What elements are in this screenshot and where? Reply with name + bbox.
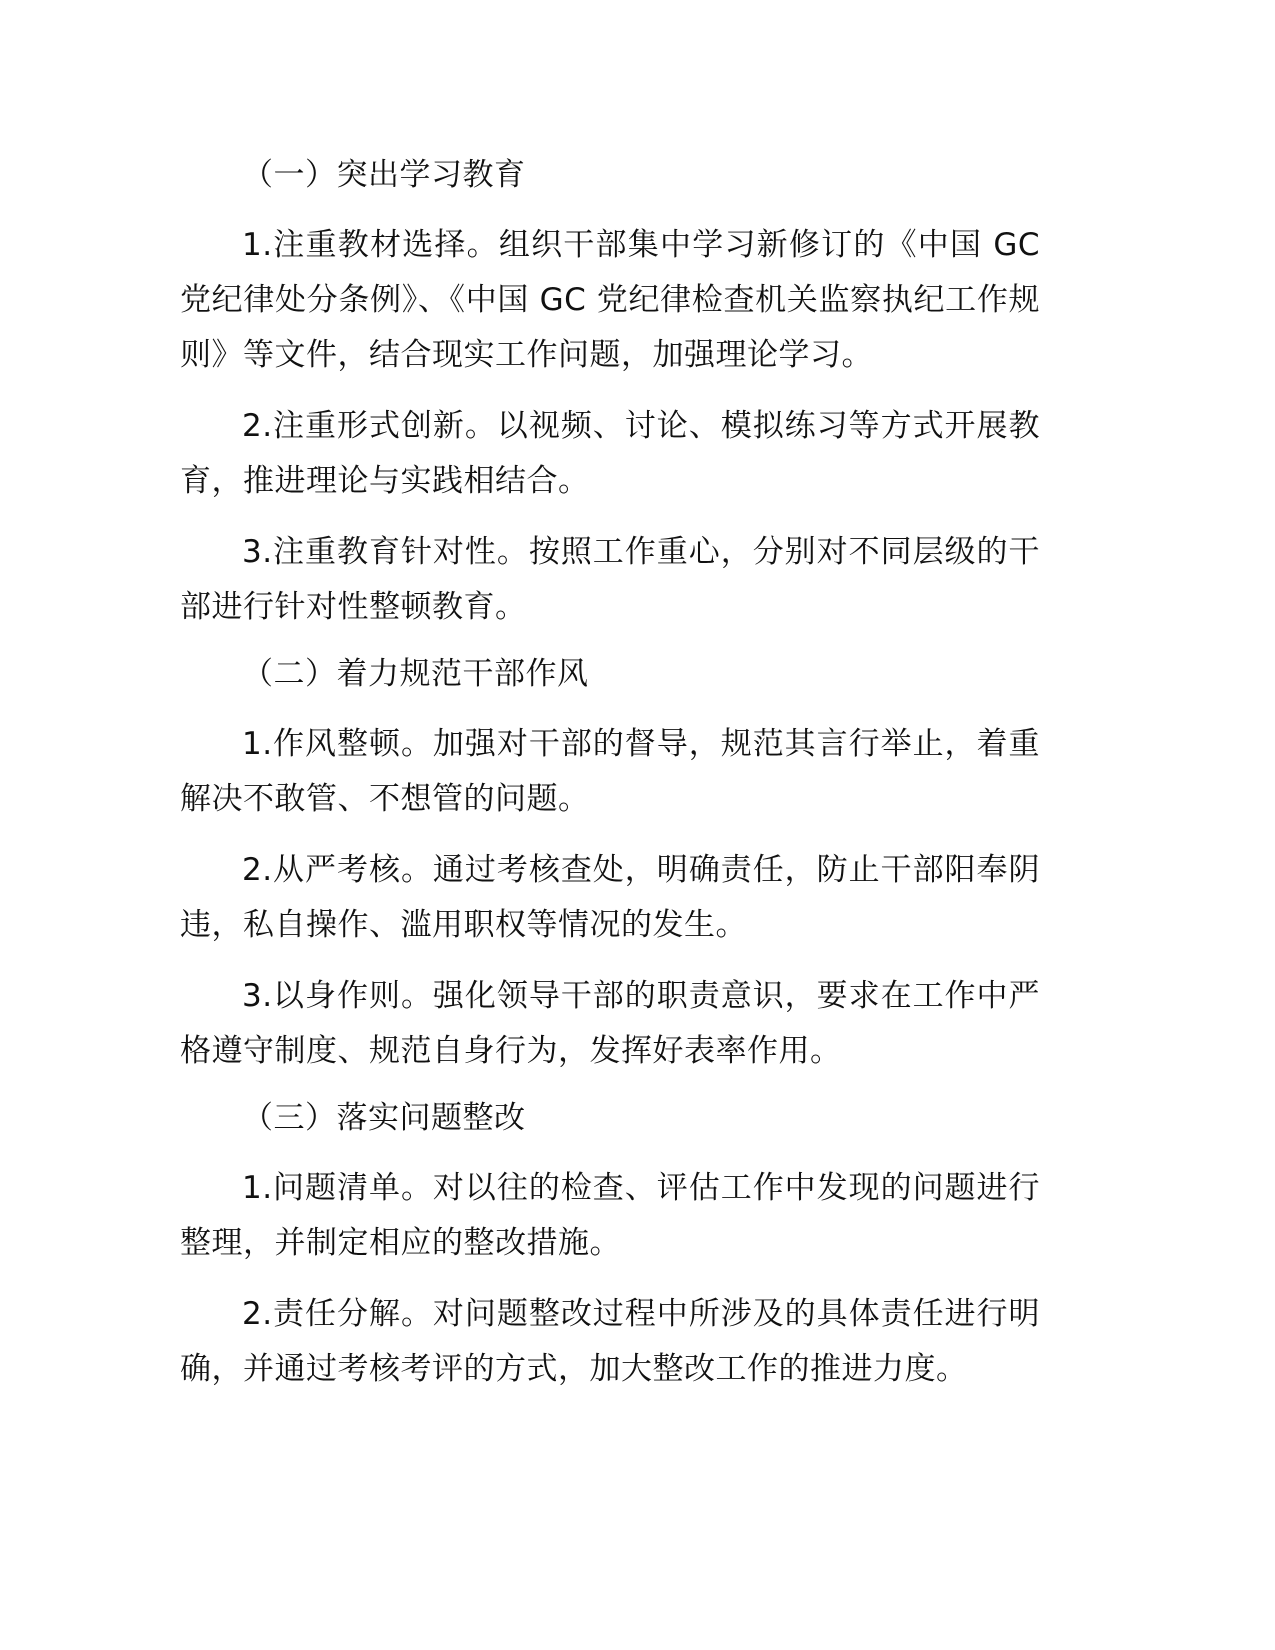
paragraph: 3.以身作则。强化领导干部的职责意识，要求在工作中严格遵守制度、规范自身行为，发挥好表率作用。 [180,978,1040,1069]
paragraph: 1.作风整顿。加强对干部的督导，规范其言行举止，着重解决不敢管、不想管的问题。 [180,726,1040,817]
paragraph: 2.从严考核。通过考核查处，明确责任，防止干部阳奉阴违，私自操作、滥用职权等情况的发生。 [180,852,1040,943]
section-heading: （二）着力规范干部作风 [242,656,589,692]
paragraph: 2.责任分解。对问题整改过程中所涉及的具体责任进行明确，并通过考核考评的方式，加大整改工作的推进力度。 [180,1296,1040,1387]
document-page [180,152,1040,1413]
paragraph: 3.注重教育针对性。按照工作重心，分别对不同层级的干部进行针对性整顿教育。 [180,534,1040,625]
section-heading: （一）突出学习教育 [242,157,526,193]
paragraph: 1.问题清单。对以往的检查、评估工作中发现的问题进行整理，并制定相应的整改措施。 [180,1170,1040,1261]
section-heading: （三）落实问题整改 [242,1100,526,1136]
paragraph: 1.注重教材选择。组织干部集中学习新修订的《中国 GC 党纪律处分条例》、《中国 GC 党纪律检查机关监察执纪工作规则》等文件，结合现实工作问题，加强理论学习。 [180,227,1040,373]
paragraph: 2.注重形式创新。以视频、讨论、模拟练习等方式开展教育，推进理论与实践相结合。 [180,408,1040,499]
